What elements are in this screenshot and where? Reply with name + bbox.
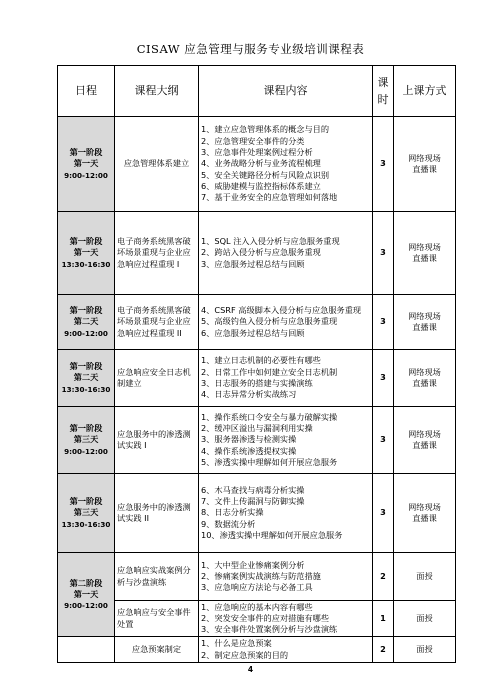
- day-cell: [58, 295, 115, 350]
- content-line: 1、什么是应急预案: [201, 638, 272, 649]
- content-line: 3、应急事件处理案例过程分析: [201, 147, 313, 158]
- table-row: [58, 474, 456, 553]
- day-label: 第一天: [73, 247, 99, 258]
- content-cell: [199, 117, 373, 212]
- content-cell: [199, 212, 373, 295]
- table-row: [58, 117, 456, 212]
- time-label: 13:30-16:30: [61, 519, 111, 529]
- time-label: 13:30-16:30: [61, 259, 111, 269]
- content-cell: [199, 601, 373, 637]
- outline-cell: 应急服务中的渗透测试实践 II: [115, 474, 199, 553]
- day-label: 第一天: [73, 158, 99, 169]
- day-label: 第二天: [73, 372, 99, 383]
- outline-cell: 应急响应与安全事件处置: [115, 601, 199, 637]
- day-cell: [58, 212, 115, 295]
- header-content: 课程内容: [199, 66, 373, 117]
- stage-label: 第一阶段: [69, 496, 103, 507]
- method-cell: [394, 601, 456, 637]
- method-cell: [394, 212, 456, 295]
- stage-label: 第二阶段: [69, 577, 103, 588]
- content-line: 10、渗透实操中理解如何开展应急服务: [201, 529, 343, 540]
- table-row: [58, 295, 456, 350]
- method-line: 网络现场: [408, 152, 441, 163]
- content-line: 4、操作系统渗透提权实操: [201, 445, 297, 456]
- stage-label: 第一阶段: [69, 147, 103, 158]
- content-line: 3、应急响应方法论与必备工具: [201, 582, 313, 593]
- day-cell: [58, 407, 115, 474]
- content-line: 2、应急管理安全事件的分类: [201, 135, 305, 146]
- content-line: 3、应急服务过程总结与回顾: [201, 258, 305, 269]
- header-hours: [373, 66, 394, 117]
- table-row: [58, 601, 456, 637]
- method-line: 直播课: [412, 322, 437, 332]
- hours-cell: 3: [373, 474, 394, 553]
- content-line: 2、跨站入侵分析与应急服务重现: [201, 247, 321, 258]
- table-row: [58, 407, 456, 474]
- time-label: 9:00-12:00: [64, 446, 108, 456]
- table-header-row: [58, 66, 456, 117]
- header-method: 上课方式: [394, 66, 456, 117]
- outline-cell: 电子商务系统黑客破坏场景重现与企业应急响应过程重现 II: [115, 295, 199, 350]
- method-line: 直播课: [412, 253, 437, 263]
- content-line: 1、SQL 注入入侵分析与应急服务重现: [201, 236, 340, 247]
- page-number: 4: [247, 665, 254, 674]
- hours-cell: 2: [373, 637, 394, 663]
- content-line: 5、渗透实操中理解如何开展应急服务: [201, 456, 338, 467]
- content-line: 1、大中型企业惨痛案例分析: [201, 559, 305, 570]
- method-line: 网络现场: [408, 428, 441, 439]
- content-line: 6、木马查找与病毒分析实操: [201, 484, 305, 495]
- method-cell: [394, 637, 456, 663]
- stage-label: 第一阶段: [69, 423, 103, 434]
- content-line: 2、突发安全事件的应对措施有哪些: [201, 612, 330, 623]
- content-line: 3、日志服务的搭建与实操演练: [201, 378, 313, 388]
- method-cell: [394, 350, 456, 407]
- content-cell: [199, 295, 373, 350]
- method-cell: [394, 407, 456, 474]
- day-cell-empty: [58, 637, 115, 663]
- outline-cell: 应急响应实战案例分析与沙盘演练: [115, 553, 199, 601]
- day-cell: [58, 117, 115, 212]
- time-label: 9:00-12:00: [64, 170, 108, 180]
- content-line: 4、CSRF 高级脚本入侵分析与应急服务重现: [201, 305, 362, 316]
- hours-cell: 1: [373, 601, 394, 637]
- content-line: 6、威胁建模与监控指标体系建立: [201, 180, 321, 191]
- content-line: 5、高级钓鱼入侵分析与应急服务重现: [201, 316, 338, 327]
- day-label: 第二天: [73, 316, 99, 327]
- hours-cell: 3: [373, 350, 394, 407]
- header-day: 日程: [58, 66, 115, 117]
- table-row: [58, 212, 456, 295]
- method-line: 面授: [416, 570, 433, 581]
- method-cell: [394, 117, 456, 212]
- method-line: 面授: [416, 612, 433, 623]
- method-line: 网络现场: [408, 241, 441, 252]
- hours-cell: 3: [373, 407, 394, 474]
- content-line: 1、应急响应的基本内容有哪些: [201, 601, 313, 612]
- table-row: [58, 553, 456, 601]
- content-line: 4、日志异常分析实战练习: [201, 389, 297, 400]
- time-label: 9:00-12:00: [64, 328, 108, 338]
- course-schedule-table: [57, 65, 456, 663]
- method-line: 直播课: [412, 513, 437, 523]
- document-title: CISAW 应急管理与服务专业级培训课程表: [136, 42, 365, 56]
- method-line: 直播课: [412, 440, 437, 450]
- content-cell: [199, 350, 373, 407]
- content-line: 7、基于业务安全的应急管理如何落地: [201, 192, 338, 203]
- content-line: 9、数据流分析: [201, 518, 256, 529]
- method-line: 网络现场: [408, 310, 441, 321]
- content-line: 3、服务器渗透与检测实操: [201, 434, 297, 445]
- stage-label: 第一阶段: [69, 236, 103, 247]
- day-cell: [58, 474, 115, 553]
- content-cell: [199, 474, 373, 553]
- hours-cell: 3: [373, 295, 394, 350]
- content-line: 6、应急服务过程总结与回顾: [201, 327, 305, 338]
- method-cell: [394, 553, 456, 601]
- day-cell: [58, 553, 115, 637]
- day-label: 第一天: [73, 588, 99, 599]
- time-label: 9:00-12:00: [64, 601, 108, 611]
- stage-label: 第一阶段: [69, 305, 103, 316]
- method-line: 网络现场: [408, 501, 441, 512]
- outline-cell: 应急响应安全日志机制建立: [115, 350, 199, 407]
- content-line: 2、日常工作中如何建立安全日志机制: [201, 366, 338, 377]
- header-hours-bottom: 时: [377, 93, 389, 106]
- method-line: 直播课: [412, 164, 437, 174]
- content-cell: [199, 553, 373, 601]
- day-label: 第三天: [73, 434, 99, 445]
- content-line: 2、惨痛案例实战演练与防范措施: [201, 570, 321, 581]
- content-line: 8、日志分析实操: [201, 507, 264, 518]
- method-line: 面授: [416, 643, 433, 654]
- content-line: 1、操作系统口令安全与暴力破解实操: [201, 411, 338, 422]
- outline-cell: 应急管理体系建立: [115, 117, 199, 212]
- content-cell: [199, 407, 373, 474]
- content-line: 5、安全关键路径分析与风险点识别: [201, 169, 330, 180]
- outline-cell: 应急预案制定: [115, 637, 199, 663]
- method-cell: [394, 474, 456, 553]
- stage-label: 第一阶段: [69, 361, 103, 372]
- content-line: 3、安全事件处置案例分析与沙盘演练: [201, 624, 338, 635]
- header-outline: 课程大纲: [115, 66, 199, 117]
- hours-cell: 3: [373, 212, 394, 295]
- day-label: 第三天: [73, 507, 99, 518]
- content-line: 1、建立日志机制的必要性有哪些: [201, 355, 321, 366]
- day-cell: [58, 350, 115, 407]
- hours-cell: 3: [373, 117, 394, 212]
- content-cell: [199, 637, 373, 663]
- method-line: 网络现场: [408, 366, 441, 377]
- table-row: [58, 350, 456, 407]
- content-line: 1、建立应急管理体系的概念与目的: [201, 124, 330, 135]
- content-line: 7、文件上传漏洞与防御实操: [201, 496, 305, 507]
- header-hours-top: 课: [377, 75, 389, 89]
- time-label: 13:30-16:30: [61, 384, 111, 394]
- outline-cell: 电子商务系统黑客破坏场景重现与企业应急响应过程重现 I: [115, 212, 199, 295]
- method-line: 直播课: [412, 378, 437, 388]
- hours-cell: 2: [373, 553, 394, 601]
- method-cell: [394, 295, 456, 350]
- content-line: 2、缓冲区溢出与漏洞利用实操: [201, 423, 313, 434]
- outline-cell: 应急服务中的渗透测试实践 I: [115, 407, 199, 474]
- table-row: [58, 637, 456, 663]
- content-line: 2、制定应急预案的目的: [201, 649, 289, 660]
- content-line: 4、业务战略分析与业务流程梳理: [201, 158, 321, 169]
